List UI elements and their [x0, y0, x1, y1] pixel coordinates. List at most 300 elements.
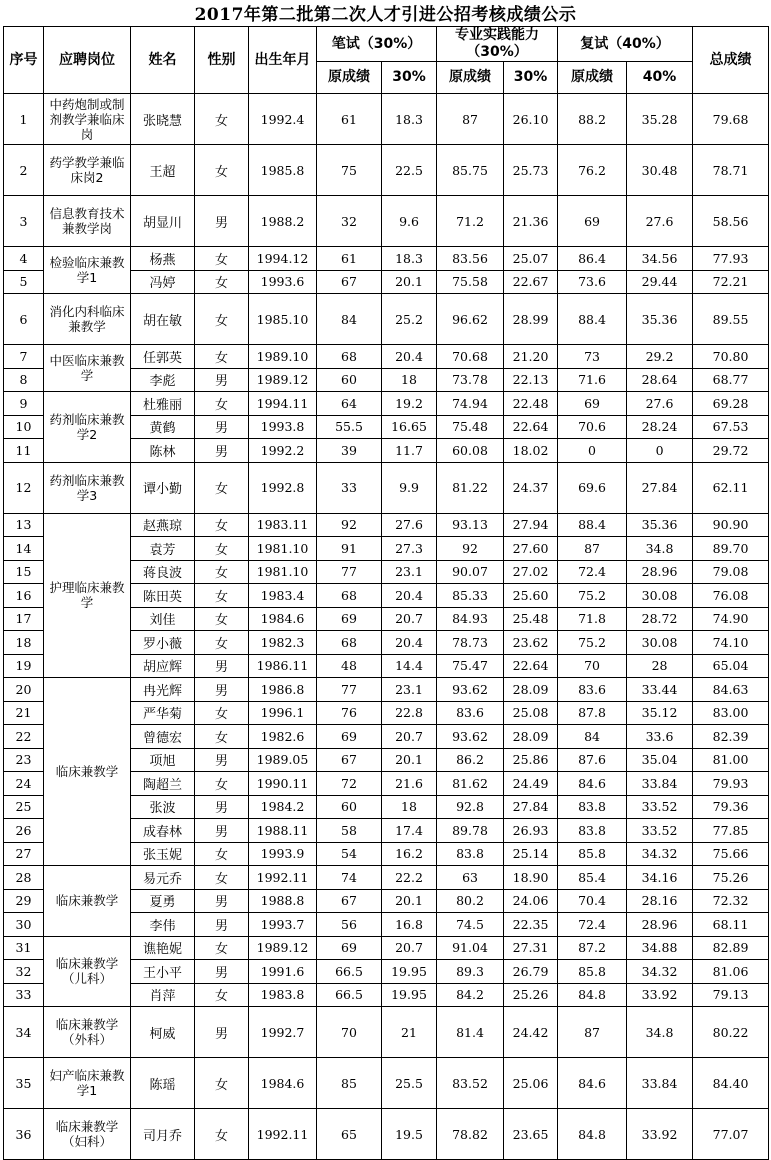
cell-w-raw: 33: [317, 462, 382, 513]
cell-p-raw: 83.56: [437, 247, 504, 271]
cell-seq: 34: [4, 1007, 44, 1058]
cell-r-pct: 34.32: [627, 842, 693, 866]
cell-r-raw: 83.6: [558, 678, 627, 702]
cell-name: 严华菊: [131, 701, 195, 725]
cell-total: 77.07: [693, 1109, 769, 1160]
cell-w-raw: 84: [317, 294, 382, 345]
header-seq: 序号: [4, 27, 44, 94]
cell-w-pct: 20.7: [382, 725, 437, 749]
cell-r-raw: 70.6: [558, 415, 627, 439]
cell-p-raw: 87: [437, 94, 504, 145]
cell-gender: 女: [195, 631, 249, 655]
cell-w-raw: 58: [317, 819, 382, 843]
cell-seq: 5: [4, 270, 44, 294]
cell-r-pct: 34.8: [627, 537, 693, 561]
cell-p-pct: 27.84: [504, 795, 558, 819]
cell-p-raw: 74.5: [437, 913, 504, 937]
cell-p-pct: 25.14: [504, 842, 558, 866]
cell-r-pct: 33.84: [627, 772, 693, 796]
cell-name: 陈林: [131, 439, 195, 463]
header-written-test: 笔试（30%）: [317, 27, 437, 62]
cell-birth: 1992.8: [249, 462, 317, 513]
cell-r-raw: 87.8: [558, 701, 627, 725]
cell-gender: 女: [195, 294, 249, 345]
header-birth: 出生年月: [249, 27, 317, 94]
cell-p-pct: 22.48: [504, 392, 558, 416]
cell-r-pct: 35.36: [627, 294, 693, 345]
header-total: 总成绩: [693, 27, 769, 94]
cell-p-raw: 86.2: [437, 748, 504, 772]
table-row: [4, 345, 769, 369]
table-body: [4, 94, 769, 1160]
cell-w-raw: 60: [317, 368, 382, 392]
cell-name: 王小平: [131, 960, 195, 984]
cell-seq: 33: [4, 983, 44, 1007]
cell-w-raw: 69: [317, 725, 382, 749]
cell-r-raw: 85.8: [558, 960, 627, 984]
cell-r-raw: 73: [558, 345, 627, 369]
cell-name: 胡显川: [131, 196, 195, 247]
cell-gender: 男: [195, 196, 249, 247]
cell-w-pct: 22.2: [382, 866, 437, 890]
table-row: [4, 513, 769, 537]
cell-w-pct: 19.2: [382, 392, 437, 416]
cell-r-raw: 88.4: [558, 513, 627, 537]
cell-birth: 1993.6: [249, 270, 317, 294]
cell-w-pct: 27.3: [382, 537, 437, 561]
cell-w-raw: 85: [317, 1058, 382, 1109]
cell-r-raw: 84: [558, 725, 627, 749]
cell-p-raw: 93.62: [437, 725, 504, 749]
results-table: [3, 26, 769, 1160]
cell-gender: 男: [195, 819, 249, 843]
cell-p-raw: 78.82: [437, 1109, 504, 1160]
cell-name: 肖萍: [131, 983, 195, 1007]
cell-p-pct: 25.06: [504, 1058, 558, 1109]
cell-w-pct: 21: [382, 1007, 437, 1058]
cell-r-raw: 85.8: [558, 842, 627, 866]
cell-w-pct: 19.95: [382, 983, 437, 1007]
cell-w-raw: 70: [317, 1007, 382, 1058]
cell-w-pct: 20.4: [382, 631, 437, 655]
cell-r-raw: 88.2: [558, 94, 627, 145]
cell-name: 项旭: [131, 748, 195, 772]
cell-seq: 35: [4, 1058, 44, 1109]
cell-p-pct: 22.64: [504, 654, 558, 678]
cell-p-pct: 28.09: [504, 678, 558, 702]
cell-birth: 1990.11: [249, 772, 317, 796]
cell-p-pct: 21.20: [504, 345, 558, 369]
cell-position: 药剂临床兼教学2: [44, 392, 131, 463]
cell-birth: 1992.11: [249, 1109, 317, 1160]
cell-name: 杨燕: [131, 247, 195, 271]
cell-seq: 30: [4, 913, 44, 937]
cell-total: 68.77: [693, 368, 769, 392]
cell-p-pct: 25.86: [504, 748, 558, 772]
cell-w-pct: 14.4: [382, 654, 437, 678]
cell-w-pct: 16.65: [382, 415, 437, 439]
table-row: [4, 1109, 769, 1160]
cell-gender: 女: [195, 584, 249, 608]
cell-gender: 女: [195, 537, 249, 561]
cell-seq: 23: [4, 748, 44, 772]
cell-w-pct: 20.7: [382, 936, 437, 960]
cell-total: 79.68: [693, 94, 769, 145]
cell-seq: 27: [4, 842, 44, 866]
cell-p-raw: 90.07: [437, 560, 504, 584]
cell-birth: 1993.7: [249, 913, 317, 937]
cell-gender: 女: [195, 462, 249, 513]
cell-position: 药学教学兼临床岗2: [44, 145, 131, 196]
cell-seq: 17: [4, 607, 44, 631]
cell-p-pct: 23.65: [504, 1109, 558, 1160]
cell-name: 曾德宏: [131, 725, 195, 749]
cell-name: 张玉妮: [131, 842, 195, 866]
cell-total: 74.90: [693, 607, 769, 631]
cell-p-pct: 22.35: [504, 913, 558, 937]
cell-seq: 3: [4, 196, 44, 247]
cell-p-raw: 71.2: [437, 196, 504, 247]
cell-w-raw: 77: [317, 678, 382, 702]
cell-seq: 26: [4, 819, 44, 843]
cell-r-raw: 87: [558, 1007, 627, 1058]
cell-name: 罗小薇: [131, 631, 195, 655]
cell-p-pct: 22.13: [504, 368, 558, 392]
header-name: 姓名: [131, 27, 195, 94]
cell-gender: 女: [195, 392, 249, 416]
header-practice: 专业实践能力（30%）: [437, 27, 558, 62]
cell-p-raw: 60.08: [437, 439, 504, 463]
cell-birth: 1984.2: [249, 795, 317, 819]
cell-w-raw: 67: [317, 748, 382, 772]
cell-gender: 女: [195, 247, 249, 271]
cell-birth: 1983.8: [249, 983, 317, 1007]
cell-total: 76.08: [693, 584, 769, 608]
table-row: [4, 866, 769, 890]
cell-w-pct: 17.4: [382, 819, 437, 843]
table-row: [4, 392, 769, 416]
cell-gender: 女: [195, 1109, 249, 1160]
cell-total: 83.00: [693, 701, 769, 725]
cell-total: 79.08: [693, 560, 769, 584]
cell-p-raw: 63: [437, 866, 504, 890]
cell-gender: 女: [195, 94, 249, 145]
cell-name: 张晓慧: [131, 94, 195, 145]
cell-r-pct: 28.96: [627, 913, 693, 937]
cell-gender: 女: [195, 983, 249, 1007]
cell-birth: 1981.10: [249, 537, 317, 561]
cell-r-raw: 71.6: [558, 368, 627, 392]
cell-p-raw: 78.73: [437, 631, 504, 655]
cell-birth: 1981.10: [249, 560, 317, 584]
cell-total: 69.28: [693, 392, 769, 416]
cell-w-pct: 18: [382, 795, 437, 819]
cell-seq: 20: [4, 678, 44, 702]
cell-r-raw: 83.8: [558, 795, 627, 819]
cell-gender: 男: [195, 654, 249, 678]
cell-p-raw: 81.62: [437, 772, 504, 796]
cell-r-pct: 28.16: [627, 889, 693, 913]
cell-p-raw: 80.2: [437, 889, 504, 913]
cell-position: 临床兼教学（妇科）: [44, 1109, 131, 1160]
cell-r-raw: 86.4: [558, 247, 627, 271]
table-row: [4, 294, 769, 345]
cell-w-raw: 69: [317, 607, 382, 631]
cell-r-pct: 35.12: [627, 701, 693, 725]
cell-w-pct: 20.7: [382, 607, 437, 631]
cell-seq: 29: [4, 889, 44, 913]
cell-position: 中医临床兼教学: [44, 345, 131, 392]
cell-r-pct: 27.6: [627, 196, 693, 247]
cell-seq: 18: [4, 631, 44, 655]
cell-gender: 女: [195, 936, 249, 960]
cell-r-raw: 72.4: [558, 913, 627, 937]
cell-p-pct: 25.26: [504, 983, 558, 1007]
cell-seq: 1: [4, 94, 44, 145]
cell-total: 84.40: [693, 1058, 769, 1109]
cell-gender: 女: [195, 1058, 249, 1109]
cell-total: 81.00: [693, 748, 769, 772]
header-written-raw: 原成绩: [317, 62, 382, 94]
header-gender: 性别: [195, 27, 249, 94]
cell-w-raw: 69: [317, 936, 382, 960]
cell-gender: 女: [195, 701, 249, 725]
cell-p-pct: 27.02: [504, 560, 558, 584]
cell-r-raw: 70.4: [558, 889, 627, 913]
cell-w-pct: 20.4: [382, 584, 437, 608]
cell-position: 消化内科临床兼教学: [44, 294, 131, 345]
cell-r-pct: 0: [627, 439, 693, 463]
cell-w-pct: 9.6: [382, 196, 437, 247]
cell-p-raw: 85.33: [437, 584, 504, 608]
cell-total: 79.93: [693, 772, 769, 796]
cell-p-raw: 92.8: [437, 795, 504, 819]
cell-w-raw: 72: [317, 772, 382, 796]
cell-birth: 1989.10: [249, 345, 317, 369]
cell-w-raw: 65: [317, 1109, 382, 1160]
cell-gender: 女: [195, 513, 249, 537]
cell-birth: 1989.12: [249, 936, 317, 960]
cell-w-raw: 60: [317, 795, 382, 819]
cell-r-raw: 69: [558, 196, 627, 247]
cell-p-raw: 85.75: [437, 145, 504, 196]
cell-r-pct: 30.48: [627, 145, 693, 196]
cell-name: 黄鹤: [131, 415, 195, 439]
cell-w-pct: 19.95: [382, 960, 437, 984]
cell-birth: 1983.4: [249, 584, 317, 608]
cell-p-pct: 25.48: [504, 607, 558, 631]
cell-w-raw: 74: [317, 866, 382, 890]
table-row: [4, 678, 769, 702]
cell-birth: 1985.8: [249, 145, 317, 196]
cell-r-raw: 0: [558, 439, 627, 463]
cell-name: 冯婷: [131, 270, 195, 294]
cell-p-pct: 26.93: [504, 819, 558, 843]
cell-r-raw: 87: [558, 537, 627, 561]
cell-total: 89.55: [693, 294, 769, 345]
cell-p-raw: 89.78: [437, 819, 504, 843]
cell-p-pct: 24.49: [504, 772, 558, 796]
cell-r-raw: 75.2: [558, 584, 627, 608]
cell-w-raw: 39: [317, 439, 382, 463]
cell-seq: 36: [4, 1109, 44, 1160]
cell-r-raw: 84.6: [558, 772, 627, 796]
cell-p-raw: 74.94: [437, 392, 504, 416]
cell-w-pct: 20.4: [382, 345, 437, 369]
cell-name: 成春林: [131, 819, 195, 843]
cell-r-pct: 34.8: [627, 1007, 693, 1058]
cell-p-pct: 28.09: [504, 725, 558, 749]
header-practice-pct: 30%: [504, 62, 558, 94]
cell-w-pct: 23.1: [382, 678, 437, 702]
cell-p-pct: 24.06: [504, 889, 558, 913]
cell-p-raw: 84.2: [437, 983, 504, 1007]
cell-seq: 13: [4, 513, 44, 537]
cell-seq: 9: [4, 392, 44, 416]
cell-birth: 1984.6: [249, 607, 317, 631]
table-row: [4, 1058, 769, 1109]
cell-position: 临床兼教学（儿科）: [44, 936, 131, 1007]
cell-p-raw: 75.47: [437, 654, 504, 678]
cell-total: 79.13: [693, 983, 769, 1007]
cell-seq: 28: [4, 866, 44, 890]
cell-p-raw: 81.4: [437, 1007, 504, 1058]
cell-gender: 女: [195, 866, 249, 890]
cell-seq: 8: [4, 368, 44, 392]
cell-p-pct: 24.37: [504, 462, 558, 513]
cell-r-pct: 27.84: [627, 462, 693, 513]
table-row: [4, 1007, 769, 1058]
cell-r-pct: 29.44: [627, 270, 693, 294]
header-practice-raw: 原成绩: [437, 62, 504, 94]
cell-r-pct: 33.44: [627, 678, 693, 702]
cell-total: 84.63: [693, 678, 769, 702]
cell-total: 58.56: [693, 196, 769, 247]
cell-birth: 1986.8: [249, 678, 317, 702]
cell-r-pct: 33.52: [627, 819, 693, 843]
cell-total: 75.26: [693, 866, 769, 890]
cell-position: 临床兼教学（外科）: [44, 1007, 131, 1058]
cell-seq: 12: [4, 462, 44, 513]
cell-position: 妇产临床兼教学1: [44, 1058, 131, 1109]
header-retest-pct: 40%: [627, 62, 693, 94]
cell-r-pct: 35.04: [627, 748, 693, 772]
cell-total: 77.93: [693, 247, 769, 271]
cell-r-pct: 28.72: [627, 607, 693, 631]
cell-r-pct: 35.28: [627, 94, 693, 145]
cell-birth: 1982.3: [249, 631, 317, 655]
cell-seq: 19: [4, 654, 44, 678]
cell-w-pct: 18: [382, 368, 437, 392]
cell-w-raw: 92: [317, 513, 382, 537]
cell-name: 胡应辉: [131, 654, 195, 678]
cell-name: 陈瑶: [131, 1058, 195, 1109]
cell-w-pct: 9.9: [382, 462, 437, 513]
cell-p-pct: 18.90: [504, 866, 558, 890]
cell-gender: 男: [195, 439, 249, 463]
cell-total: 79.36: [693, 795, 769, 819]
cell-name: 刘佳: [131, 607, 195, 631]
cell-name: 任郭英: [131, 345, 195, 369]
cell-p-raw: 70.68: [437, 345, 504, 369]
cell-birth: 1988.2: [249, 196, 317, 247]
cell-r-pct: 29.2: [627, 345, 693, 369]
cell-p-pct: 18.02: [504, 439, 558, 463]
cell-w-raw: 68: [317, 631, 382, 655]
cell-total: 68.11: [693, 913, 769, 937]
cell-seq: 32: [4, 960, 44, 984]
cell-seq: 11: [4, 439, 44, 463]
cell-total: 72.32: [693, 889, 769, 913]
cell-w-raw: 32: [317, 196, 382, 247]
cell-position: 中药炮制或制剂教学兼临床岗: [44, 94, 131, 145]
cell-total: 74.10: [693, 631, 769, 655]
cell-p-raw: 73.78: [437, 368, 504, 392]
cell-name: 谭小勤: [131, 462, 195, 513]
cell-r-pct: 33.84: [627, 1058, 693, 1109]
cell-r-raw: 88.4: [558, 294, 627, 345]
cell-name: 李彪: [131, 368, 195, 392]
table-row: [4, 145, 769, 196]
cell-r-pct: 33.92: [627, 983, 693, 1007]
table-row: [4, 462, 769, 513]
cell-name: 蒋良波: [131, 560, 195, 584]
cell-r-raw: 69: [558, 392, 627, 416]
cell-w-raw: 77: [317, 560, 382, 584]
cell-gender: 男: [195, 678, 249, 702]
cell-seq: 22: [4, 725, 44, 749]
cell-p-pct: 23.62: [504, 631, 558, 655]
cell-r-pct: 34.56: [627, 247, 693, 271]
cell-position: 护理临床兼教学: [44, 513, 131, 678]
cell-w-raw: 76: [317, 701, 382, 725]
cell-r-raw: 73.6: [558, 270, 627, 294]
cell-name: 司月乔: [131, 1109, 195, 1160]
cell-r-raw: 69.6: [558, 462, 627, 513]
cell-p-pct: 27.60: [504, 537, 558, 561]
cell-seq: 25: [4, 795, 44, 819]
cell-total: 67.53: [693, 415, 769, 439]
cell-r-raw: 71.8: [558, 607, 627, 631]
cell-gender: 男: [195, 960, 249, 984]
cell-p-pct: 21.36: [504, 196, 558, 247]
cell-total: 82.39: [693, 725, 769, 749]
cell-w-raw: 66.5: [317, 960, 382, 984]
cell-gender: 女: [195, 560, 249, 584]
cell-p-raw: 93.62: [437, 678, 504, 702]
cell-p-raw: 83.52: [437, 1058, 504, 1109]
cell-p-pct: 25.07: [504, 247, 558, 271]
cell-name: 杜雅丽: [131, 392, 195, 416]
cell-gender: 男: [195, 748, 249, 772]
table-row: [4, 196, 769, 247]
cell-position: 临床兼教学: [44, 678, 131, 866]
cell-r-pct: 28: [627, 654, 693, 678]
cell-w-raw: 56: [317, 913, 382, 937]
cell-birth: 1986.11: [249, 654, 317, 678]
cell-p-pct: 25.08: [504, 701, 558, 725]
cell-p-raw: 96.62: [437, 294, 504, 345]
cell-birth: 1994.11: [249, 392, 317, 416]
cell-r-pct: 30.08: [627, 631, 693, 655]
cell-p-pct: 25.73: [504, 145, 558, 196]
table-row: [4, 936, 769, 960]
table-row: [4, 247, 769, 271]
cell-p-raw: 83.8: [437, 842, 504, 866]
cell-total: 75.66: [693, 842, 769, 866]
cell-gender: 女: [195, 345, 249, 369]
cell-total: 82.89: [693, 936, 769, 960]
